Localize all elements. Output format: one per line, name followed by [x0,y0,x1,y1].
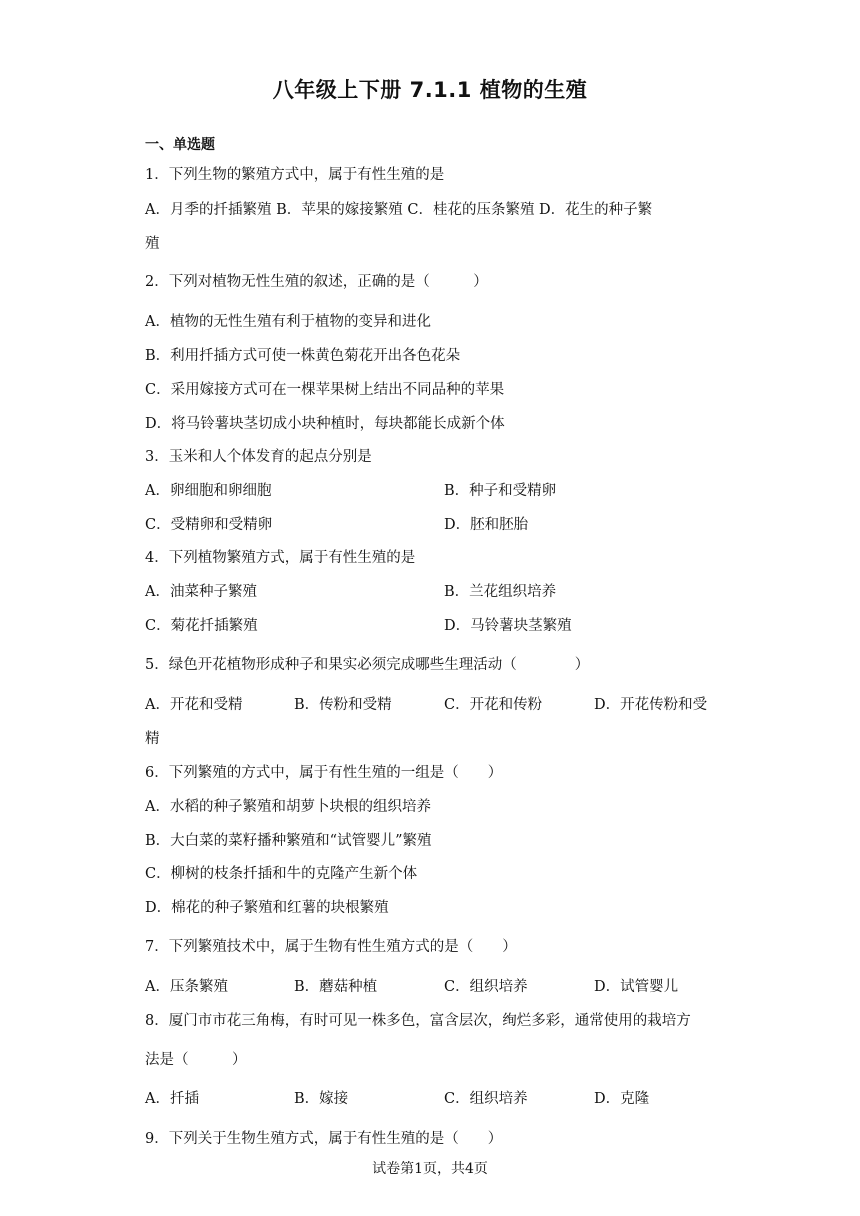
question-6-option-a: A．水稻的种子繁殖和胡萝卜块根的组织培养 [145,799,431,815]
question-5-option-a: A．开花和受精 [145,697,243,713]
question-8-option-b: B．嫁接 [294,1091,349,1107]
question-2-option-b: B．利用扦插方式可使一株黄色菊花开出各色花朵 [145,348,461,364]
page-footer: 试卷第1页，共4页 [372,1161,488,1177]
page-title: 八年级上下册 7.1.1 植物的生殖 [272,78,588,102]
question-6-option-b: B．大白菜的菜籽播种繁殖和“试管婴儿”繁殖 [145,833,432,849]
question-8-option-d: D．克隆 [594,1091,650,1107]
question-7-option-c: C．组织培养 [444,979,528,995]
question-9-stem: 9．下列关于生物生殖方式，属于有性生殖的是（ ） [145,1131,503,1147]
question-4-option-a: A．油菜种子繁殖 [145,584,257,600]
question-5-option-c: C．开花和传粉 [444,697,543,713]
question-3-option-c: C．受精卵和受精卵 [145,517,273,533]
question-1-stem: 1．下列生物的繁殖方式中，属于有性生殖的是 [145,167,445,183]
question-5-options-wrap: 精 [145,731,160,747]
question-5-option-d: D．开花传粉和受 [594,697,708,713]
question-2-option-d: D．将马铃薯块茎切成小块种植时，每块都能长成新个体 [145,416,505,432]
question-7-option-a: A．压条繁殖 [145,979,228,995]
question-3-option-b: B．种子和受精卵 [444,483,557,499]
question-7-option-b: B．蘑菇种植 [294,979,378,995]
question-1-options: A．月季的扦插繁殖 B．苹果的嫁接繁殖 C．桂花的压条繁殖 D．花生的种子繁 [145,202,653,218]
question-6-stem: 6．下列繁殖的方式中，属于有性生殖的一组是（ ） [145,765,503,781]
question-4-option-c: C．菊花扦插繁殖 [145,618,258,634]
question-4-option-d: D．马铃薯块茎繁殖 [444,618,572,634]
question-5-option-b: B．传粉和受精 [294,697,392,713]
question-8-option-c: C．组织培养 [444,1091,528,1107]
question-3-option-a: A．卵细胞和卵细胞 [145,483,272,499]
question-4-stem: 4．下列植物繁殖方式，属于有性生殖的是 [145,550,416,566]
section-heading: 一、单选题 [145,137,215,153]
question-2-option-a: A．植物的无性生殖有利于植物的变异和进化 [145,314,431,330]
question-2-option-c: C．采用嫁接方式可在一棵苹果树上结出不同品种的苹果 [145,382,505,398]
question-4-option-b: B．兰花组织培养 [444,584,557,600]
question-3-stem: 3．玉米和人个体发育的起点分别是 [145,449,372,465]
question-5-stem: 5．绿色开花植物形成种子和果实必须完成哪些生理活动（ ） [145,657,590,673]
question-7-option-d: D．试管婴儿 [594,979,679,995]
question-6-option-c: C．柳树的枝条扦插和牛的克隆产生新个体 [145,866,418,882]
question-1-options-wrap: 殖 [145,236,160,252]
question-3-option-d: D．胚和胚胎 [444,517,529,533]
question-8-stem-wrap: 法是（ ） [145,1052,247,1068]
question-6-option-d: D．棉花的种子繁殖和红薯的块根繁殖 [145,900,389,916]
question-8-stem: 8．厦门市市花三角梅，有时可见一株多色，富含层次，绚烂多彩，通常使用的栽培方 [145,1013,691,1029]
question-2-stem: 2．下列对植物无性生殖的叙述，正确的是（ ） [145,274,488,290]
question-8-option-a: A．扦插 [145,1091,199,1107]
question-7-stem: 7．下列繁殖技术中，属于生物有性生殖方式的是（ ） [145,939,517,955]
